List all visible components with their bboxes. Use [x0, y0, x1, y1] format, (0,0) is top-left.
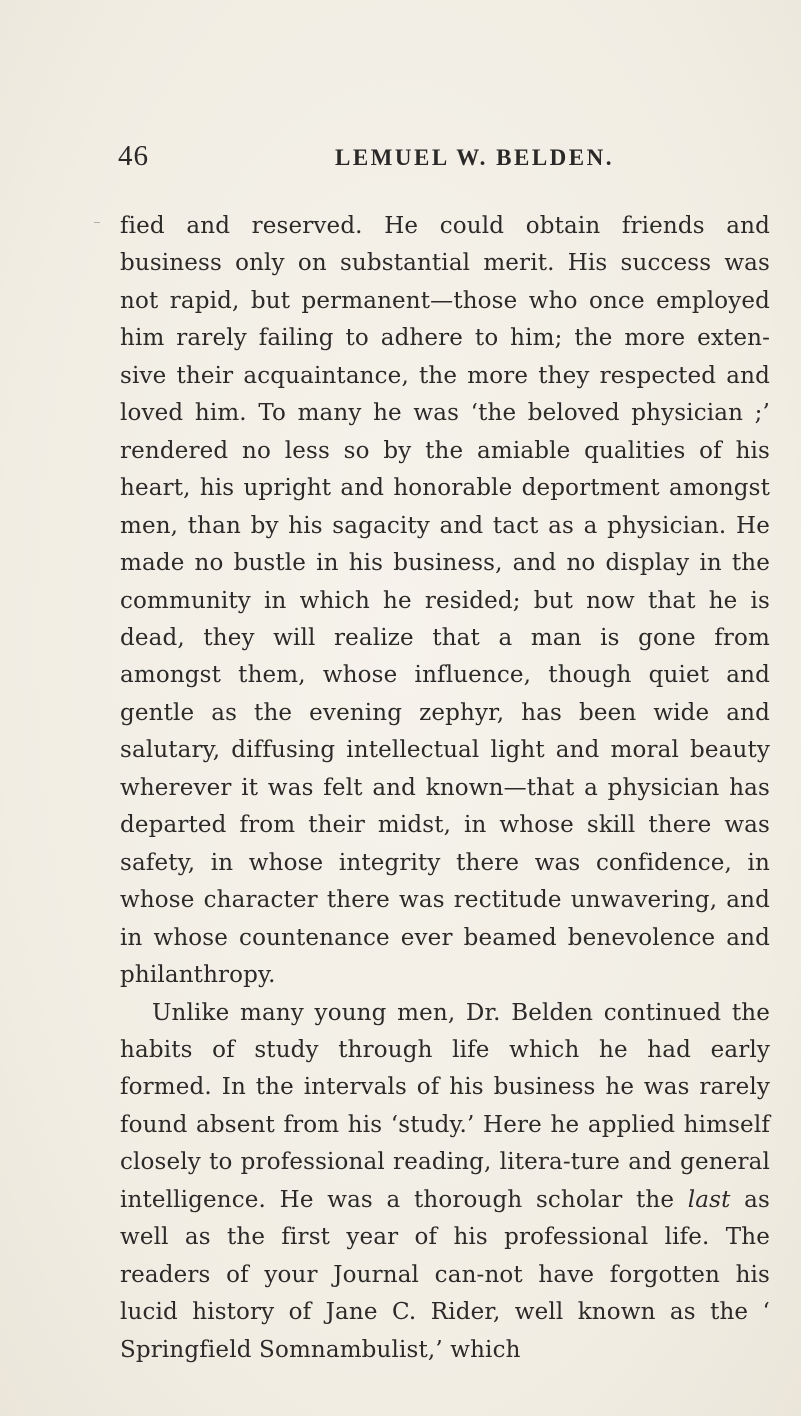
margin-mark [94, 222, 100, 223]
paragraph-2-part-2: as well as the first year of his professional life. The readers of your Journal can-not have forgotten his lucid history of Jane C. Rider, well known as the ‘ Springfield Somnambulist,’ which [120, 1186, 770, 1363]
paragraph-2 [120, 995, 770, 1370]
running-head: LEMUEL W. BELDEN. [335, 145, 614, 170]
italic-word-last: last [687, 1186, 731, 1213]
page-number: 46 [118, 140, 149, 172]
body-text [120, 208, 770, 1369]
paragraph-2-part-1: Unlike many young men, Dr. Belden continued the habits of study through life which he had early formed. In the intervals of his business he was rarely found absent from his ‘study.’ Here he applied himself closely to professional reading, litera-ture and general intelligence. He was a thorough scholar the [120, 999, 770, 1213]
paragraph-1: fied and reserved. He could obtain friends and business only on substantial merit. His success was not rapid, but permanent—those who once employed him rarely failing to adhere to him; the more exten-sive their acquaintance, the more they respected and loved him. To many he was ‘the beloved physician ;’ rendered no less so by the amiable qualities of his heart, his upright and honorable deportment amongst men, than by his sagacity and tact as a physician. He made no bustle in his business, and no display in the community in which he resided; but now that he is dead, they will realize that a man is gone from amongst them, whose influence, though quiet and gentle as the evening zephyr, has been wide and salutary, diffusing intellectual light and moral beauty wherever it was felt and known—that a physician has departed from their midst, in whose skill there was safety, in whose integrity there was confidence, in whose character there was rectitude unwavering, and in whose countenance ever beamed benevolence and philanthropy. [120, 213, 770, 989]
page-header [110, 140, 770, 180]
